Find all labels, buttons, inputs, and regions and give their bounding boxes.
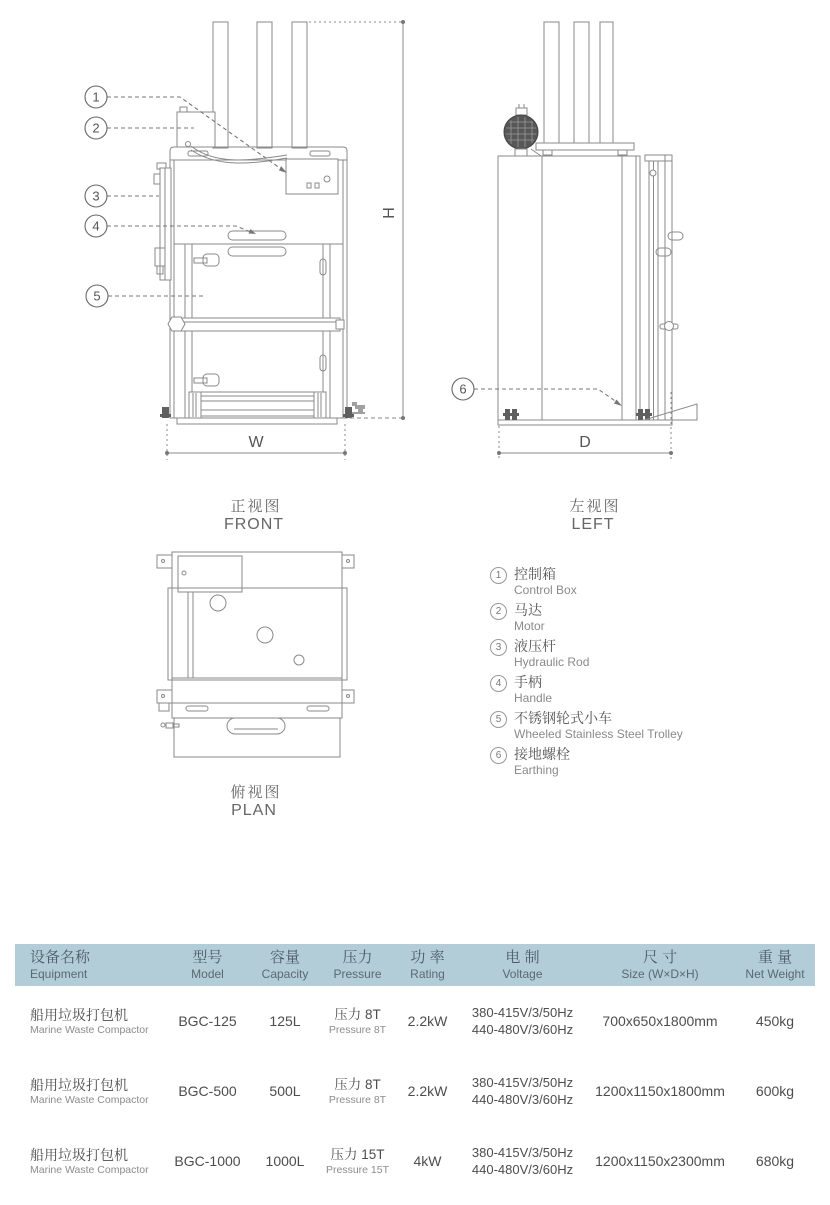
front-handle-slot-lower (228, 247, 286, 256)
front-body (170, 160, 347, 418)
svg-text:5: 5 (93, 288, 101, 304)
callout-4 (85, 215, 107, 237)
table-row-bgc-500 (15, 1056, 815, 1126)
legend-num-2: 2 (490, 603, 507, 620)
svg-text:4: 4 (92, 218, 100, 234)
legend-item-handle (490, 674, 683, 705)
cell-equipment: 船用垃圾打包机 Marine Waste Compactor (30, 1006, 149, 1036)
cell-weight: 450kg (755, 1013, 795, 1029)
legend-cn: 液压杆 (514, 638, 556, 654)
callout-1 (85, 86, 107, 108)
legend-en: Motor (514, 619, 545, 633)
front-ram-right (292, 22, 307, 148)
cell-model: BGC-1000 (174, 1153, 241, 1169)
cell-weight: 600kg (755, 1083, 795, 1099)
cell-size: 700x650x1800mm (602, 1013, 718, 1029)
front-hinge-upper (194, 254, 219, 266)
cell-voltage: 380-415V/3/50Hz 440-480V/3/60Hz (471, 1145, 574, 1177)
plan-hole-1 (210, 595, 226, 611)
cell-voltage: 380-415V/3/50Hz 440-480V/3/60Hz (471, 1005, 574, 1037)
header-pressure: 压力 Pressure (333, 949, 382, 981)
table-row-bgc-125 (15, 986, 815, 1056)
plan-view-label-en: PLAN (231, 802, 277, 819)
cell-size: 1200x1150x2300mm (595, 1153, 725, 1169)
cell-equipment: 船用垃圾打包机 Marine Waste Compactor (30, 1076, 149, 1106)
cell-capacity: 125L (269, 1013, 301, 1029)
left-ram-3 (600, 22, 613, 143)
legend-cn: 手柄 (514, 674, 542, 690)
table-row-bgc-1000 (15, 1126, 815, 1196)
front-drain-tap (352, 402, 365, 414)
cell-rating: 4kW (413, 1153, 442, 1169)
legend-cn: 不锈钢轮式小车 (514, 710, 612, 726)
legend-en: Handle (514, 691, 553, 705)
front-trolley (189, 392, 326, 418)
dim-h-label: H (381, 207, 398, 219)
spec-table (15, 944, 815, 1196)
left-ram-2 (574, 22, 589, 143)
cell-capacity: 500L (269, 1083, 301, 1099)
legend (490, 566, 683, 782)
plan-view-label-cn: 俯视图 (230, 784, 282, 801)
legend-en: Wheeled Stainless Steel Trolley (514, 727, 683, 741)
header-net-weight: 重 量 Net Weight (745, 949, 805, 981)
cell-pressure: 压力 8T Pressure 8T (328, 1006, 387, 1036)
front-ram-mid (257, 22, 272, 148)
legend-item-trolley (490, 710, 683, 741)
header-voltage: 电 制 Voltage (502, 949, 543, 981)
legend-item-control-box (490, 566, 683, 597)
cell-model: BGC-125 (178, 1013, 237, 1029)
legend-num-6: 6 (490, 747, 507, 764)
front-hinge-lower (194, 374, 219, 386)
callout-2 (85, 117, 107, 139)
legend-item-earthing (490, 746, 683, 777)
svg-text:3: 3 (92, 188, 100, 204)
svg-text:1: 1 (92, 89, 100, 105)
legend-num-4: 4 (490, 675, 507, 692)
legend-item-hydraulic-rod (490, 638, 683, 669)
left-motor (504, 104, 541, 156)
left-view-drawing (498, 22, 697, 425)
left-rod-channel (645, 155, 683, 420)
header-capacity: 容量 Capacity (261, 949, 309, 981)
plan-view-drawing (157, 552, 354, 757)
cell-pressure: 压力 15T Pressure 15T (325, 1146, 390, 1176)
cell-pressure: 压力 8T Pressure 8T (328, 1076, 387, 1106)
front-view-label-cn: 正视图 (230, 498, 282, 515)
header-size: 尺 寸 Size (W×D×H) (621, 949, 699, 981)
plan-drain-tap (161, 723, 179, 728)
plan-hole-3 (294, 655, 304, 665)
cell-voltage: 380-415V/3/50Hz 440-480V/3/60Hz (471, 1075, 574, 1107)
front-view-label-en: FRONT (223, 516, 285, 533)
cell-size: 1200x1150x1800mm (595, 1083, 725, 1099)
svg-text:2: 2 (92, 120, 100, 136)
callout-3 (85, 185, 107, 207)
front-crossbar (168, 317, 344, 331)
left-view-label-en: LEFT (571, 516, 615, 533)
left-view-label-cn: 左视图 (569, 498, 621, 515)
legend-en: Control Box (514, 583, 577, 597)
legend-cn: 接地螺栓 (514, 746, 570, 762)
legend-num-5: 5 (490, 711, 507, 728)
dim-d-label: D (579, 434, 591, 451)
cell-model: BGC-500 (178, 1083, 237, 1099)
legend-num-1: 1 (490, 567, 507, 584)
cell-weight: 680kg (755, 1153, 795, 1169)
cell-rating: 2.2kW (407, 1013, 448, 1029)
header-equipment: 设备名称 Equipment (30, 949, 91, 981)
dimension-d (497, 392, 673, 460)
cell-equipment: 船用垃圾打包机 Marine Waste Compactor (30, 1146, 149, 1176)
plan-trolley (174, 718, 340, 757)
dimension-w (165, 424, 347, 460)
left-body (498, 156, 640, 420)
front-motor-box (177, 107, 287, 163)
plan-handle (227, 718, 285, 734)
plan-hole-2 (257, 627, 273, 643)
front-view-drawing (154, 22, 365, 424)
svg-text:6: 6 (459, 381, 467, 397)
left-ram-1 (544, 22, 559, 143)
spec-table-rows (15, 986, 815, 1196)
legend-item-motor (490, 602, 683, 633)
header-rating: 功 率 Rating (410, 949, 445, 981)
cell-rating: 2.2kW (407, 1083, 448, 1099)
legend-en: Hydraulic Rod (514, 655, 590, 669)
legend-en: Earthing (514, 763, 559, 777)
legend-cn: 马达 (514, 602, 542, 618)
front-control-box (286, 159, 338, 194)
spec-table-header (15, 944, 815, 986)
callout-5 (86, 285, 108, 307)
callout-6 (452, 378, 622, 406)
plan-control-box (178, 556, 242, 592)
legend-cn: 控制箱 (514, 566, 556, 582)
header-model: 型号 Model (191, 949, 224, 981)
dim-w-label: W (248, 434, 264, 451)
legend-num-3: 3 (490, 639, 507, 656)
front-handle-slot-upper (228, 231, 286, 240)
cell-capacity: 1000L (265, 1153, 305, 1169)
front-hydraulic-channel (154, 163, 171, 280)
